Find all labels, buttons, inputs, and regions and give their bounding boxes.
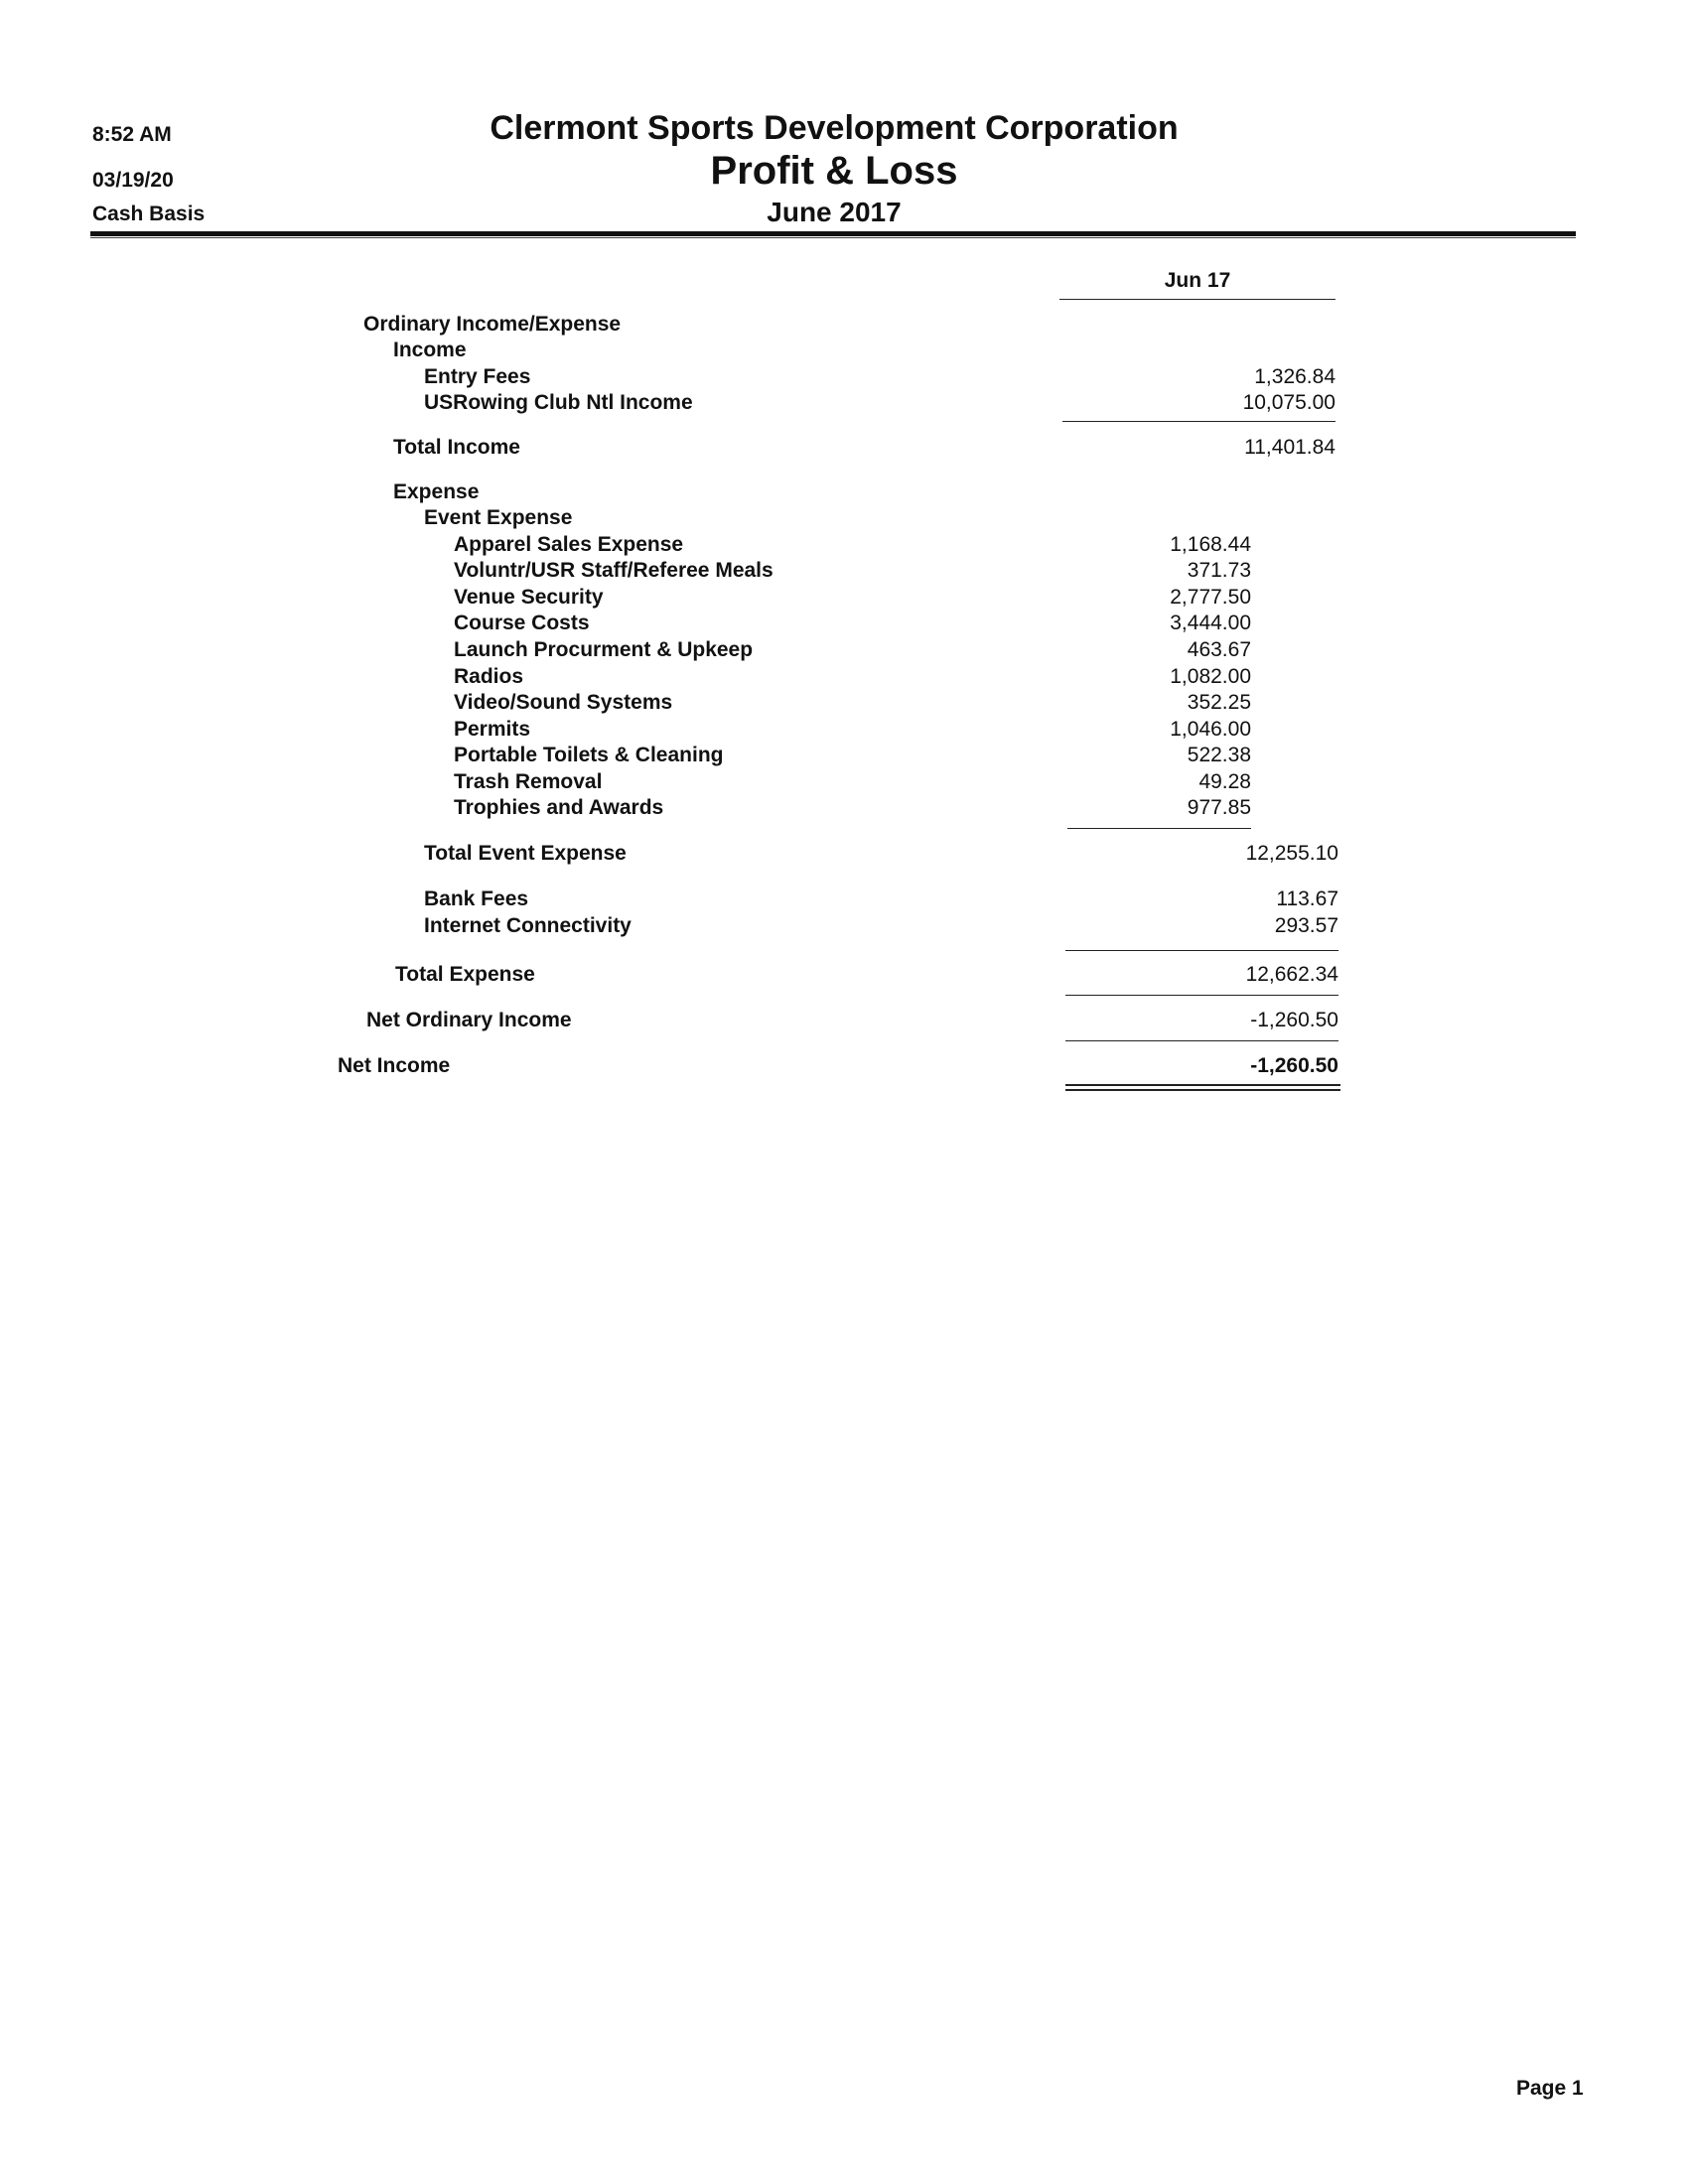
row-value-event-item: 352.25: [1187, 691, 1251, 714]
row-value-event-item: 522.38: [1187, 744, 1251, 766]
row-value-event-item: 977.85: [1187, 796, 1251, 819]
total-double-rule-top: [1065, 1084, 1340, 1086]
section-event-expense: Event Expense: [424, 506, 573, 529]
report-time: 8:52 AM: [92, 123, 172, 146]
header-rule: [90, 231, 1576, 236]
row-value-event-item: 2,777.50: [1170, 586, 1251, 609]
row-value-net-income: -1,260.50: [1250, 1054, 1338, 1077]
row-label-event-item: Portable Toilets & Cleaning: [454, 744, 724, 766]
section-ordinary-income-expense: Ordinary Income/Expense: [363, 313, 622, 336]
row-label-event-item: Course Costs: [454, 612, 590, 634]
row-value-bank-fees: 113.67: [1276, 887, 1338, 910]
row-label-total-event-expense: Total Event Expense: [424, 842, 627, 865]
row-value-event-item: 463.67: [1187, 638, 1251, 661]
row-value-event-item: 1,082.00: [1170, 665, 1251, 688]
header-rule-thin: [90, 237, 1576, 238]
section-income: Income: [393, 339, 467, 361]
row-label-bank-fees: Bank Fees: [424, 887, 529, 910]
column-header: Jun 17: [1164, 269, 1231, 292]
row-label-event-item: Apparel Sales Expense: [454, 533, 684, 556]
row-label-event-item: Radios: [454, 665, 524, 688]
row-label-event-item: Video/Sound Systems: [454, 691, 673, 714]
row-value-event-item: 49.28: [1198, 770, 1251, 793]
page-number: Page 1: [1516, 2077, 1584, 2100]
report-title: Profit & Loss: [710, 149, 958, 193]
row-label-total-income: Total Income: [393, 436, 520, 459]
row-value-total-income: 11,401.84: [1244, 436, 1336, 459]
row-value-internet: 293.57: [1274, 914, 1338, 937]
row-label-entry-fees: Entry Fees: [424, 365, 531, 388]
company-name: Clermont Sports Development Corporation: [490, 109, 1179, 147]
row-label-usrowing: USRowing Club Ntl Income: [424, 391, 693, 414]
report-date: 03/19/20: [92, 169, 174, 192]
row-value-event-item: 3,444.00: [1170, 612, 1251, 634]
row-value-usrowing: 10,075.00: [1242, 391, 1336, 414]
row-value-net-ordinary-income: -1,260.50: [1250, 1009, 1338, 1031]
section-expense: Expense: [393, 480, 480, 503]
row-label-event-item: Trophies and Awards: [454, 796, 664, 819]
row-label-event-item: Launch Procurment & Upkeep: [454, 638, 754, 661]
column-header-underline: [1059, 299, 1336, 300]
row-value-event-item: 1,046.00: [1170, 718, 1251, 741]
row-label-net-income: Net Income: [338, 1054, 451, 1077]
total-double-rule-bottom: [1065, 1089, 1340, 1091]
row-label-internet: Internet Connectivity: [424, 914, 632, 937]
row-label-event-item: Venue Security: [454, 586, 604, 609]
row-value-total-expense: 12,662.34: [1245, 963, 1338, 986]
subtotal-rule: [1065, 995, 1338, 996]
row-label-event-item: Trash Removal: [454, 770, 603, 793]
row-value-event-item: 371.73: [1187, 559, 1251, 582]
row-label-net-ordinary-income: Net Ordinary Income: [366, 1009, 572, 1031]
subtotal-rule: [1065, 1040, 1338, 1041]
row-label-event-item: Permits: [454, 718, 531, 741]
row-label-event-item: Voluntr/USR Staff/Referee Meals: [454, 559, 774, 582]
row-value-total-event-expense: 12,255.10: [1245, 842, 1338, 865]
row-value-event-item: 1,168.44: [1170, 533, 1251, 556]
row-label-total-expense: Total Expense: [395, 963, 535, 986]
subtotal-rule: [1067, 828, 1251, 829]
report-basis: Cash Basis: [92, 203, 206, 225]
row-value-entry-fees: 1,326.84: [1254, 365, 1336, 388]
report-period: June 2017: [767, 197, 902, 227]
subtotal-rule: [1062, 421, 1336, 422]
subtotal-rule: [1065, 950, 1338, 951]
